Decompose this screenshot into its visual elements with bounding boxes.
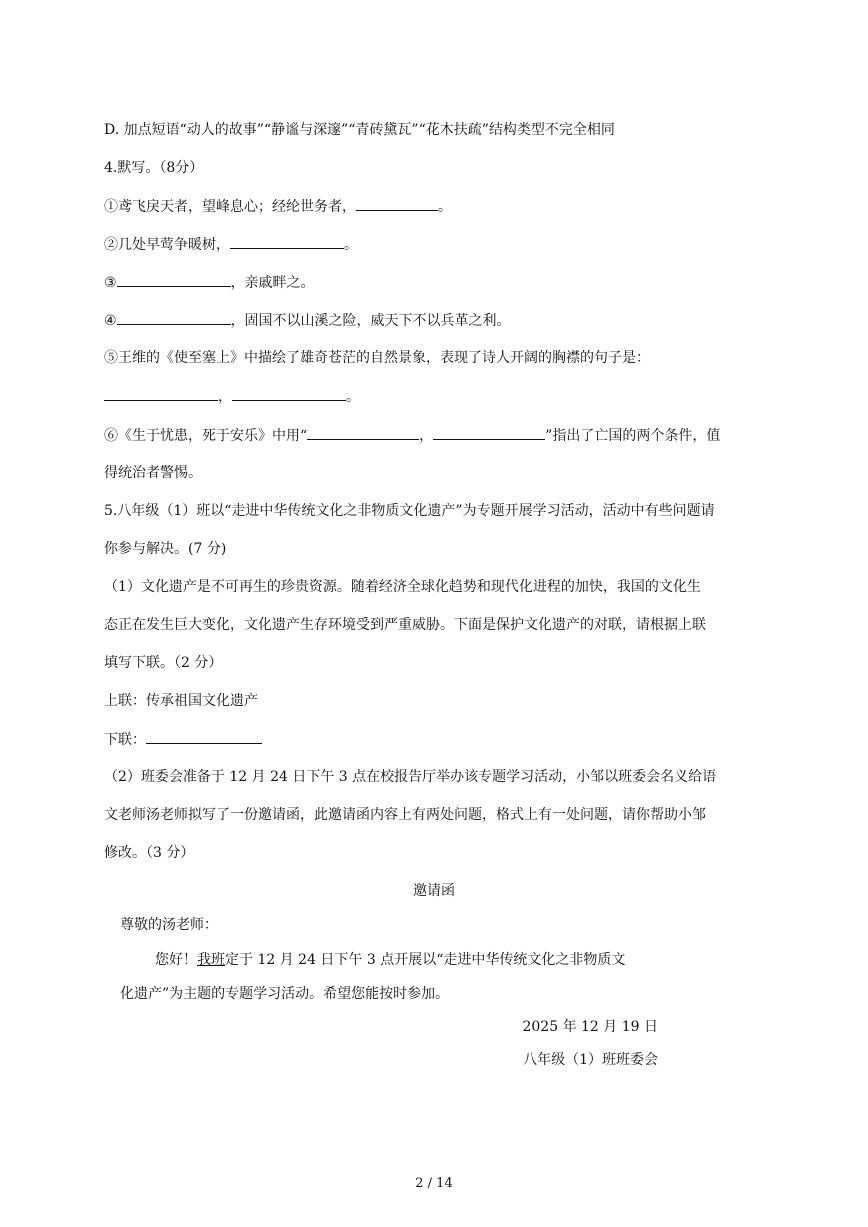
upper-couplet: 上联：传承祖国文化遗产 <box>104 693 258 709</box>
q4-item-6-text: ⑥《生于忧患，死于安乐》中用“ <box>104 428 308 444</box>
q4-item-4-num: ④ <box>104 313 117 329</box>
q4-item-2-end: 。 <box>344 237 358 253</box>
q5-part1-line-1: （1）文化遗产是不可再生的珍贵资源。随着经济全球化趋势和现代化进程的加快，我国的文化生 <box>104 579 701 595</box>
q4-item-1-text: ①鸢飞戾天者，望峰息心；经纶世务者， <box>104 199 356 215</box>
q4-item-4 <box>104 310 511 331</box>
q4-item-6-continued: 得统治者警惕。 <box>104 465 202 481</box>
q3-option-d: D. 加点短语“动人的故事”“静谧与深邃”“青砖黛瓦”“花木扶疏”结构类型不完全相同 <box>104 122 615 138</box>
invitation-greeting: 您好！ <box>155 952 197 968</box>
q4-title: 4.默写。（8分） <box>104 160 204 176</box>
answer-blank[interactable] <box>232 386 346 401</box>
invitation-salutation: 尊敬的汤老师： <box>120 917 218 933</box>
invitation-body-line-2: 化遗产”为主题的专题学习活动。希望您能按时参加。 <box>120 986 450 1002</box>
page-number: 2 / 14 <box>415 1176 453 1191</box>
invitation-body-line-1 <box>155 950 625 970</box>
q4-item-5-answer <box>104 386 360 407</box>
answer-blank[interactable] <box>230 234 344 249</box>
q4-item-3 <box>104 272 315 293</box>
q5-part2-line-2: 文老师汤老师拟写了一份邀请函，此邀请函内容上有两处问题，格式上有一处问题，请你帮助小邹 <box>104 807 706 823</box>
underlined-word: 我班 <box>197 952 225 968</box>
lower-couplet <box>104 729 262 750</box>
lower-couplet-label: 下联： <box>104 732 146 748</box>
q5-part2-line-1: （2）班委会准备于 12 月 24 日下午 3 点在校报告厅举办该专题学习活动，小邹以班委会名义给语 <box>104 769 717 785</box>
q5-intro-line-1: 5.八年级（1）班以“走进中华传统文化之非物质文化遗产”为专题开展学习活动，活动中有些问题请 <box>104 503 715 519</box>
invitation-date: 2025 年 12 月 19 日 <box>522 1019 658 1035</box>
answer-blank[interactable] <box>117 310 231 325</box>
invitation-title: 邀请函 <box>413 883 455 899</box>
q4-item-2 <box>104 234 358 255</box>
q5-part2-line-3: 修改。（3 分） <box>104 845 195 861</box>
q5-part1-line-2: 态正在发生巨大变化，文化遗产生存环境受到严重威胁。下面是保护文化遗产的对联，请根据上联 <box>104 617 706 633</box>
q4-item-4-text: ，固国不以山溪之险，威天下不以兵革之利。 <box>230 313 511 329</box>
q4-item-6 <box>104 425 720 446</box>
q4-item-5-sep: ， <box>218 389 232 405</box>
q4-item-3-text: ，亲戚畔之。 <box>230 275 315 291</box>
q4-item-1 <box>104 196 452 217</box>
answer-blank[interactable] <box>117 272 231 287</box>
q4-item-5-prompt: ⑤王维的《使至塞上》中描绘了雄奇苍茫的自然景象，表现了诗人开阔的胸襟的句子是： <box>104 350 650 366</box>
invitation-body-text: 定于 12 月 24 日下午 3 点开展以“走进中华传统文化之非物质文 <box>225 952 626 968</box>
q4-item-6-sep: ， <box>419 428 434 444</box>
answer-blank[interactable] <box>433 425 545 440</box>
q4-item-2-text: ②几处早莺争暖树， <box>104 237 230 253</box>
q5-part1-line-3: 填写下联。（2 分） <box>104 655 223 671</box>
answer-blank[interactable] <box>356 196 438 211</box>
q5-intro-line-2: 你参与解决。(7 分) <box>104 541 227 557</box>
answer-blank[interactable] <box>146 729 262 744</box>
answer-blank[interactable] <box>307 425 419 440</box>
answer-blank[interactable] <box>104 386 218 401</box>
q4-item-3-num: ③ <box>104 275 117 291</box>
q4-item-1-end: 。 <box>438 199 452 215</box>
q4-item-6-end: ”指出了亡国的两个条件，值 <box>545 428 721 444</box>
q4-item-5-end: 。 <box>346 389 360 405</box>
invitation-signature: 八年级（1）班班委会 <box>523 1052 658 1068</box>
